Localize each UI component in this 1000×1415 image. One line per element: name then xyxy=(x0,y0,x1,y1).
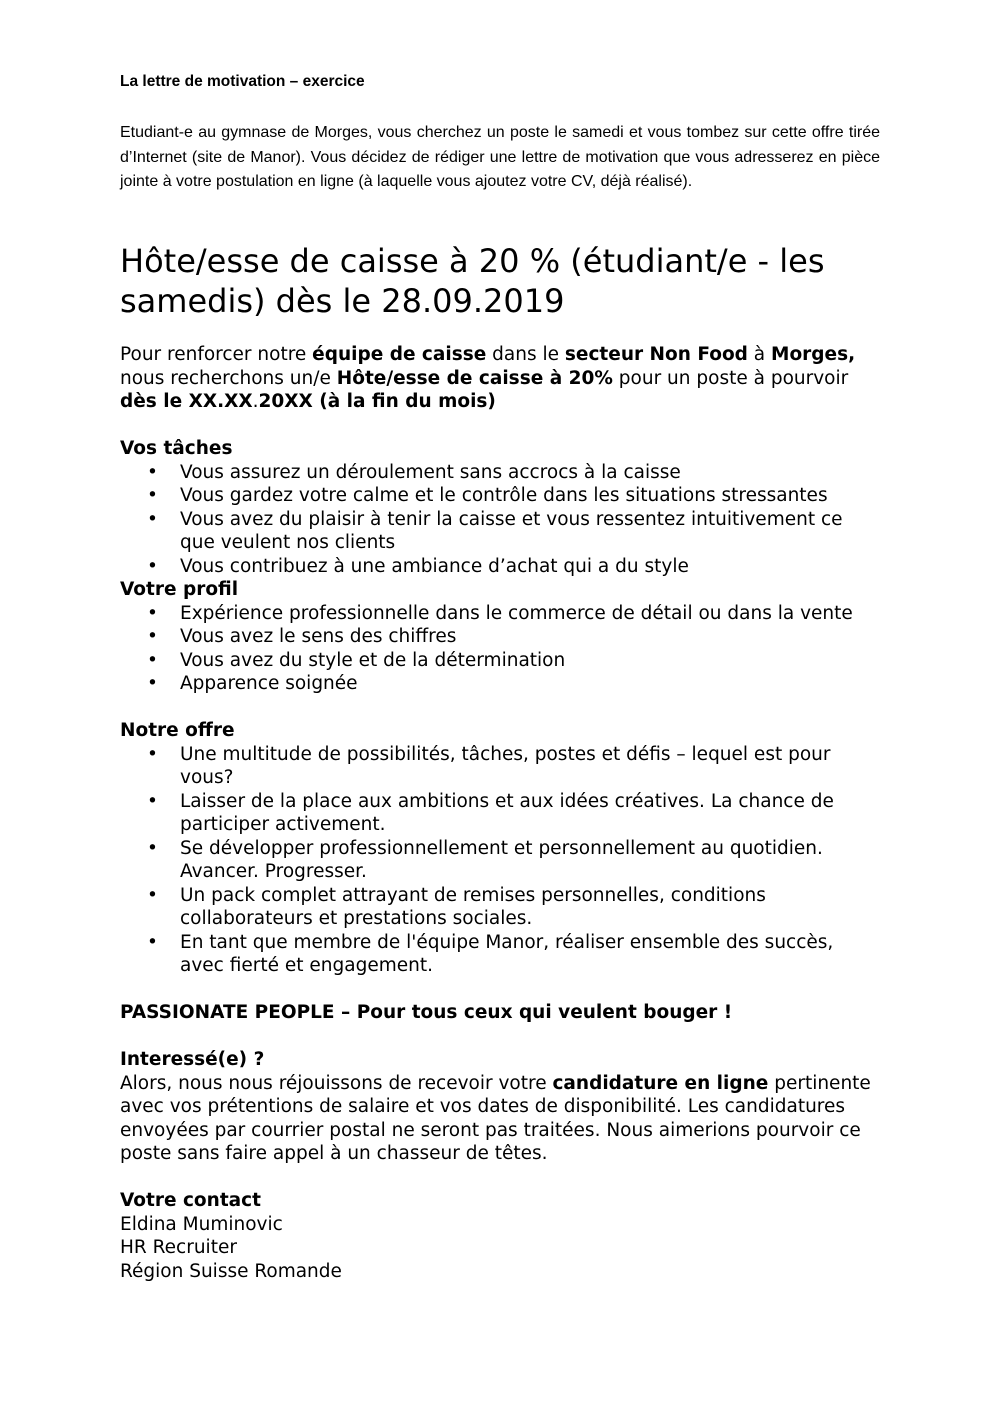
list-item xyxy=(120,602,880,626)
list-item-text: En tant que membre de l'équipe Manor, réaliser ensemble des succès, avec fierté et engagement. xyxy=(180,931,834,976)
list-item xyxy=(120,461,880,485)
spacer xyxy=(120,1166,880,1190)
interested-text-1: Alors, nous nous réjouissons de recevoir votre xyxy=(120,1072,553,1094)
list-item xyxy=(120,625,880,649)
bullet-icon: • xyxy=(147,555,158,577)
job-offer-body xyxy=(120,343,880,1283)
interested-bold-online: candidature en ligne xyxy=(552,1072,769,1094)
list-item-text: Se développer professionnellement et personnellement au quotidien. Avancer. Progresser. xyxy=(180,837,823,882)
exercise-instructions: Etudiant-e au gymnase de Morges, vous cherchez un poste le samedi et vous tombez sur cette offre tirée d’Internet (site de Manor). Vous décidez de rédiger une lettre de motivation que vous adresserez en pièce jointe à votre postulation en ligne (à laquelle vous ajoutez votre CV, déjà réalisé). xyxy=(120,124,880,190)
spacer xyxy=(120,414,880,438)
bullet-icon: • xyxy=(147,673,158,694)
list-item xyxy=(120,672,880,696)
list-item-text: Expérience professionnelle dans le commerce de détail ou dans la vente xyxy=(180,602,853,624)
tasks-heading: Vos tâches xyxy=(120,438,233,459)
bullet-icon: • xyxy=(147,790,158,812)
intro-text-3: à xyxy=(747,344,772,365)
list-item-text: Apparence soignée xyxy=(180,673,358,694)
intro-bold-sector: secteur Non Food xyxy=(564,344,748,365)
list-item-text: Vous contribuez à une ambiance d’achat qui a du style xyxy=(180,555,689,577)
intro-bold-date-start: dès le XX.XX xyxy=(120,391,253,412)
job-intro-paragraph xyxy=(120,343,880,414)
list-item-text: Laisser de la place aux ambitions et aux idées créatives. La chance de participer activement. xyxy=(180,790,834,835)
list-item-text: Vous assurez un déroulement sans accrocs à la caisse xyxy=(180,461,681,483)
spacer xyxy=(120,1025,880,1049)
list-item-text: Vous avez le sens des chiffres xyxy=(180,626,457,647)
bullet-icon: • xyxy=(147,602,158,624)
list-item-text: Vous gardez votre calme et le contrôle dans les situations stressantes xyxy=(180,485,828,506)
contact-region: Région Suisse Romande xyxy=(120,1260,342,1282)
job-title: Hôte/esse de caisse à 20 % (étudiant/e - les samedis) dès le 28.09.2019 xyxy=(120,242,825,320)
offer-list xyxy=(120,743,880,978)
exercise-title: La lettre de motivation – exercice xyxy=(120,73,365,90)
list-item xyxy=(120,555,880,579)
list-item xyxy=(120,931,880,978)
list-item xyxy=(120,837,880,884)
list-item-text: Vous avez du plaisir à tenir la caisse et vous ressentez intuitivement ce que veulent nos clients xyxy=(180,508,843,553)
spacer xyxy=(120,696,880,720)
intro-bold-date-end: 20XX (à la fin du mois) xyxy=(258,391,496,412)
bullet-icon: • xyxy=(147,931,158,953)
list-item-text: Vous avez du style et de la détermination xyxy=(180,649,566,671)
list-item-text: Un pack complet attrayant de remises personnelles, conditions collaborateurs et prestations sociales. xyxy=(180,884,766,929)
contact-heading: Votre contact xyxy=(120,1190,261,1211)
intro-bold-location: Morges, xyxy=(771,344,856,365)
bullet-icon: • xyxy=(147,461,158,483)
intro-text-4: nous recherchons un/e xyxy=(120,367,337,389)
interested-paragraph xyxy=(120,1072,880,1166)
bullet-icon: • xyxy=(147,649,158,671)
bullet-icon: • xyxy=(147,508,158,530)
intro-text-5: pour un poste à pourvoir xyxy=(612,367,849,389)
spacer xyxy=(120,978,880,1002)
interested-text-2: pertinente avec vos prétentions de salaire et vos dates de disponibilité. Les candidatures envoyées par courrier postal ne seront pas traitées. Nous aimerions pourvoir ce poste sans faire appel à un chasseur de têtes. xyxy=(120,1072,871,1164)
contact-name: Eldina Muminovic xyxy=(120,1213,283,1235)
intro-text-2: dans le xyxy=(486,344,565,365)
bullet-icon: • xyxy=(147,485,158,506)
profile-heading: Votre profil xyxy=(120,579,239,600)
list-item-text: Une multitude de possibilités, tâches, postes et défis – lequel est pour vous? xyxy=(180,743,831,788)
bullet-icon: • xyxy=(147,626,158,647)
list-item xyxy=(120,790,880,837)
bullet-icon: • xyxy=(147,884,158,906)
bullet-icon: • xyxy=(147,837,158,859)
interested-heading: Interessé(e) ? xyxy=(120,1049,265,1070)
intro-bold-position: Hôte/esse de caisse à 20% xyxy=(336,367,613,389)
list-item xyxy=(120,743,880,790)
offer-heading: Notre offre xyxy=(120,720,235,741)
intro-text-6: . xyxy=(252,391,259,412)
intro-bold-team: équipe de caisse xyxy=(312,344,487,365)
contact-role: HR Recruiter xyxy=(120,1237,237,1258)
list-item xyxy=(120,508,880,555)
bullet-icon: • xyxy=(147,743,158,765)
tasks-list xyxy=(120,461,880,579)
list-item xyxy=(120,484,880,508)
profile-list xyxy=(120,602,880,696)
intro-text-1: Pour renforcer notre xyxy=(120,344,313,365)
slogan: PASSIONATE PEOPLE – Pour tous ceux qui veulent bouger ! xyxy=(120,1002,733,1023)
list-item xyxy=(120,649,880,673)
list-item xyxy=(120,884,880,931)
